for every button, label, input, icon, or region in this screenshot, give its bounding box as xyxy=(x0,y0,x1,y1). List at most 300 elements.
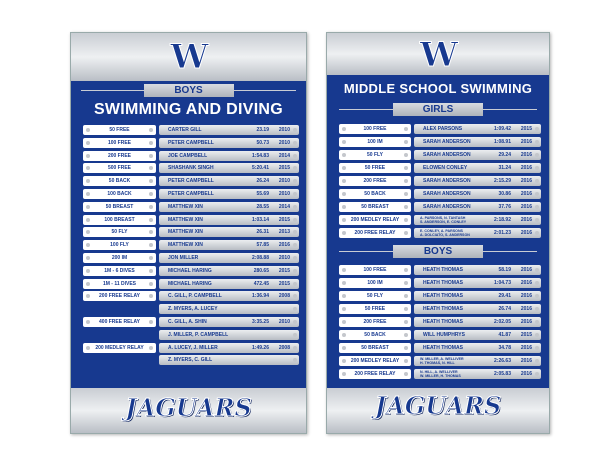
event-label xyxy=(83,215,156,225)
record-plate xyxy=(159,202,299,212)
record-year: 2016 xyxy=(520,345,532,351)
record-row xyxy=(71,138,306,148)
record-year: 2010 xyxy=(278,178,290,185)
record-year: 2013 xyxy=(278,229,290,236)
record-time: 1:03.14 xyxy=(252,216,269,223)
screw-icon xyxy=(86,346,90,350)
screw-icon xyxy=(535,166,539,170)
screw-icon xyxy=(342,359,346,363)
boys-swimming-diving-board xyxy=(70,32,307,434)
record-time: 28.55 xyxy=(256,203,269,210)
record-plate xyxy=(159,227,299,237)
event-label xyxy=(83,317,156,327)
record-holder: SARAH ANDERSON xyxy=(423,191,471,197)
record-plate xyxy=(159,330,299,340)
record-row xyxy=(327,369,549,379)
screw-icon xyxy=(293,218,297,222)
record-holder: A. PARSONS, N. TANTASH S. ANDERSON, E. CONLEY xyxy=(420,215,467,224)
screw-icon xyxy=(535,179,539,183)
record-plate xyxy=(414,304,541,314)
screw-icon xyxy=(535,281,539,285)
screw-icon xyxy=(149,166,153,170)
screw-icon xyxy=(342,153,346,157)
record-row xyxy=(71,343,306,353)
record-row xyxy=(327,330,549,340)
record-time: 2:18.92 xyxy=(494,217,511,223)
record-row xyxy=(71,240,306,250)
event-name: 200 MEDLEY RELAY xyxy=(350,358,400,364)
record-time: 1:04.73 xyxy=(494,280,511,286)
divider xyxy=(226,90,296,91)
record-row xyxy=(71,279,306,289)
record-year: 2016 xyxy=(278,242,290,249)
event-label xyxy=(339,176,411,186)
event-name: 200 MEDLEY RELAY xyxy=(350,217,400,223)
board-title: SWIMMING AND DIVING xyxy=(93,101,284,118)
record-plate xyxy=(414,343,541,353)
middle-school-swimming-board xyxy=(326,32,550,434)
screw-icon xyxy=(86,230,90,234)
record-holder: N. HILL, A. WELLIVER W. MILLER, H. THOMAS xyxy=(420,369,461,378)
screw-icon xyxy=(149,218,153,222)
record-year: 2015 xyxy=(278,216,290,223)
screw-icon xyxy=(293,154,297,158)
event-name: 50 FLY xyxy=(111,229,128,236)
screw-icon xyxy=(342,268,346,272)
screw-icon xyxy=(404,179,408,183)
screw-icon xyxy=(404,231,408,235)
screw-icon xyxy=(86,192,90,196)
record-time: 3:35.25 xyxy=(252,319,269,325)
record-row xyxy=(71,189,306,199)
record-time: 2:15.29 xyxy=(494,178,511,184)
screw-icon xyxy=(342,127,346,131)
event-name: 100 BREAST xyxy=(104,216,135,223)
record-row xyxy=(327,150,549,160)
event-label xyxy=(339,343,411,353)
record-row xyxy=(327,278,549,288)
record-row xyxy=(71,151,306,161)
record-holder: HEATH THOMAS xyxy=(423,280,463,286)
event-name: 100 FREE xyxy=(363,126,387,132)
event-name: 50 FREE xyxy=(364,165,386,171)
screw-icon xyxy=(149,320,153,324)
record-holder: Z. MYERS, A. LUCEY xyxy=(168,306,218,313)
record-time: 472.45 xyxy=(253,280,269,287)
record-time: 57.85 xyxy=(256,242,269,249)
screw-icon xyxy=(86,218,90,222)
screw-icon xyxy=(535,307,539,311)
screw-icon xyxy=(342,320,346,324)
screw-icon xyxy=(404,346,408,350)
screw-icon xyxy=(86,294,90,298)
screw-icon xyxy=(535,218,539,222)
screw-icon xyxy=(342,294,346,298)
screw-icon xyxy=(149,282,153,286)
screw-icon xyxy=(342,179,346,183)
record-time: 26.31 xyxy=(256,229,269,236)
screw-icon xyxy=(342,372,346,376)
record-plate xyxy=(159,215,299,225)
record-holder: MICHAEL HARING xyxy=(168,280,212,287)
divider xyxy=(477,109,537,110)
record-row xyxy=(71,253,306,263)
record-time: 1:09.42 xyxy=(494,126,511,132)
screw-icon xyxy=(149,294,153,298)
record-holder: MICHAEL HARING xyxy=(168,267,212,274)
record-holder: HEATH THOMAS xyxy=(423,293,463,299)
record-time: 2:02.05 xyxy=(494,319,511,325)
record-plate xyxy=(159,317,299,327)
record-time: 37.76 xyxy=(498,204,511,210)
event-name: 200 FREE xyxy=(363,178,387,184)
screw-icon xyxy=(293,294,297,298)
record-plate xyxy=(414,150,541,160)
screw-icon xyxy=(149,230,153,234)
record-holder: PETER CAMPBELL xyxy=(168,139,214,146)
record-row xyxy=(327,265,549,275)
record-time: 5:20.41 xyxy=(252,165,269,172)
record-row xyxy=(71,215,306,225)
record-time: 50.73 xyxy=(256,139,269,146)
screw-icon xyxy=(535,372,539,376)
event-label xyxy=(339,163,411,173)
event-name: 50 BACK xyxy=(108,178,131,185)
record-row xyxy=(327,176,549,186)
boys-banner: BOYS xyxy=(393,245,483,258)
record-time: 2:01.23 xyxy=(494,230,511,236)
record-year: 2016 xyxy=(520,230,532,236)
record-holder: JON MILLER xyxy=(168,255,199,261)
record-plate xyxy=(159,240,299,250)
event-label xyxy=(83,240,156,250)
screw-icon xyxy=(404,205,408,209)
record-plate xyxy=(159,151,299,161)
screw-icon xyxy=(86,205,90,209)
record-year: 2016 xyxy=(520,319,532,325)
record-row xyxy=(71,266,306,276)
event-label xyxy=(83,163,156,173)
screw-icon xyxy=(293,192,297,196)
screw-icon xyxy=(404,153,408,157)
board-title: MIDDLE SCHOOL SWIMMING xyxy=(343,81,533,96)
event-label xyxy=(339,278,411,288)
record-plate xyxy=(414,265,541,275)
record-year: 2016 xyxy=(520,139,532,145)
event-name: 50 BACK xyxy=(364,191,386,197)
record-time: 29.24 xyxy=(498,152,511,158)
record-time: 23.19 xyxy=(256,127,269,133)
screw-icon xyxy=(535,231,539,235)
record-time: 30.86 xyxy=(498,191,511,197)
event-name: 50 FLY xyxy=(367,293,383,299)
event-label xyxy=(339,317,411,327)
record-holder: MATTHEW XIN xyxy=(168,216,203,223)
screw-icon xyxy=(535,153,539,157)
screw-icon xyxy=(404,372,408,376)
screw-icon xyxy=(404,127,408,131)
event-name: 50 BREAST xyxy=(105,203,134,210)
jaguars-logo: JAGUARS xyxy=(374,391,502,420)
screw-icon xyxy=(293,205,297,209)
event-name: 200 FREE RELAY xyxy=(99,293,140,300)
screw-icon xyxy=(342,192,346,196)
screw-icon xyxy=(293,141,297,145)
event-label xyxy=(339,228,411,238)
record-holder: SARAH ANDERSON xyxy=(423,178,471,184)
record-year: 2010 xyxy=(278,127,290,133)
screw-icon xyxy=(404,320,408,324)
record-row xyxy=(327,228,549,238)
event-name: 200 IM xyxy=(111,255,128,261)
screw-icon xyxy=(149,269,153,273)
screw-icon xyxy=(342,140,346,144)
record-plate xyxy=(414,356,541,366)
record-time: 58.19 xyxy=(498,267,511,273)
record-time: 1:54.83 xyxy=(252,152,269,159)
record-plate xyxy=(414,317,541,327)
screw-icon xyxy=(293,358,297,362)
record-time: 280.65 xyxy=(253,267,269,274)
screw-icon xyxy=(149,141,153,145)
record-year: 2016 xyxy=(520,371,532,377)
record-holder: WILL HUMPHRYS xyxy=(423,332,465,338)
record-plate xyxy=(159,266,299,276)
record-plate xyxy=(414,189,541,199)
screw-icon xyxy=(86,243,90,247)
screw-icon xyxy=(404,218,408,222)
screw-icon xyxy=(535,205,539,209)
record-row xyxy=(71,317,306,327)
record-plate xyxy=(414,369,541,379)
screw-icon xyxy=(404,333,408,337)
record-year: 2015 xyxy=(520,332,532,338)
event-name: 100 IM xyxy=(367,280,383,286)
screw-icon xyxy=(404,268,408,272)
screw-icon xyxy=(535,294,539,298)
record-holder: ELOWEN CONLEY xyxy=(423,165,468,171)
screw-icon xyxy=(404,359,408,363)
event-name: 200 MEDLEY RELAY xyxy=(95,344,144,351)
record-row xyxy=(327,317,549,327)
event-name: 100 IM xyxy=(367,139,383,145)
record-row xyxy=(327,137,549,147)
record-holder: J. MILLER, P. CAMPBELL xyxy=(168,331,229,338)
record-row xyxy=(327,189,549,199)
event-label xyxy=(339,304,411,314)
screw-icon xyxy=(342,231,346,235)
screw-icon xyxy=(535,192,539,196)
screw-icon xyxy=(293,128,297,132)
divider xyxy=(81,90,151,91)
record-year: 2010 xyxy=(278,191,290,197)
event-name: 200 FREE RELAY xyxy=(354,230,396,236)
record-plate xyxy=(159,125,299,135)
record-row xyxy=(327,343,549,353)
record-plate xyxy=(414,228,541,238)
record-holder: A. LUCEY, J. MILLER xyxy=(168,344,218,351)
screw-icon xyxy=(86,154,90,158)
record-plate xyxy=(414,124,541,134)
screw-icon xyxy=(535,346,539,350)
record-holder: HEATH THOMAS xyxy=(423,267,463,273)
record-year: 2014 xyxy=(278,152,290,159)
record-row xyxy=(71,355,306,365)
event-label xyxy=(83,253,156,263)
screw-icon xyxy=(342,218,346,222)
screw-icon xyxy=(404,281,408,285)
screw-icon xyxy=(149,192,153,196)
screw-icon xyxy=(342,307,346,311)
record-plate xyxy=(414,278,541,288)
screw-icon xyxy=(293,166,297,170)
record-holder: MATTHEW XIN xyxy=(168,229,203,236)
event-name: 1M - 6 DIVES xyxy=(104,267,135,274)
record-holder: MATTHEW XIN xyxy=(168,242,203,249)
record-plate xyxy=(159,355,299,365)
record-row xyxy=(71,202,306,212)
record-year: 2015 xyxy=(520,126,532,132)
record-year: 2016 xyxy=(520,358,532,364)
screw-icon xyxy=(404,140,408,144)
event-label xyxy=(339,291,411,301)
record-time: 29.41 xyxy=(498,293,511,299)
record-holder: Z. MYERS, C. GILL xyxy=(168,357,213,364)
screw-icon xyxy=(293,243,297,247)
record-row xyxy=(327,304,549,314)
event-label xyxy=(339,369,411,379)
event-label xyxy=(83,279,156,289)
screw-icon xyxy=(293,230,297,234)
screw-icon xyxy=(293,269,297,273)
record-row xyxy=(327,163,549,173)
event-label xyxy=(83,189,156,199)
record-year: 2010 xyxy=(278,319,290,325)
screw-icon xyxy=(86,166,90,170)
record-holder: JOE CAMPBELL xyxy=(168,152,208,159)
record-year: 2016 xyxy=(520,178,532,184)
record-holder: C. GILL, P. CAMPBELL xyxy=(168,293,222,300)
record-time: 1:36.94 xyxy=(252,293,269,300)
screw-icon xyxy=(293,346,297,350)
event-label xyxy=(83,202,156,212)
screw-icon xyxy=(86,282,90,286)
divider xyxy=(339,109,399,110)
record-holder: MATTHEW XIN xyxy=(168,203,203,210)
record-holder: PETER CAMPBELL xyxy=(168,191,214,197)
event-label xyxy=(339,189,411,199)
record-row xyxy=(327,356,549,366)
event-name: 50 BACK xyxy=(364,332,386,338)
record-year: 2016 xyxy=(520,217,532,223)
screw-icon xyxy=(149,154,153,158)
screw-icon xyxy=(86,320,90,324)
record-row xyxy=(327,215,549,225)
event-label xyxy=(83,176,156,186)
record-year: 2016 xyxy=(520,306,532,312)
event-label xyxy=(83,291,156,301)
screw-icon xyxy=(149,346,153,350)
record-year: 2015 xyxy=(278,267,290,274)
record-holder: CARTER GILL xyxy=(168,127,202,133)
screw-icon xyxy=(404,166,408,170)
screw-icon xyxy=(293,333,297,337)
record-row xyxy=(71,163,306,173)
screw-icon xyxy=(149,179,153,183)
record-plate xyxy=(414,202,541,212)
record-row xyxy=(71,330,306,340)
record-holder: SARAH ANDERSON xyxy=(423,139,471,145)
event-name: 400 FREE RELAY xyxy=(99,319,140,325)
record-plate xyxy=(159,189,299,199)
screw-icon xyxy=(342,205,346,209)
record-plate xyxy=(159,304,299,314)
screw-icon xyxy=(293,179,297,183)
event-name: 50 FLY xyxy=(367,152,383,158)
record-plate xyxy=(159,138,299,148)
record-time: 26.24 xyxy=(256,178,269,185)
event-name: 100 FREE xyxy=(363,267,387,273)
screw-icon xyxy=(149,205,153,209)
record-year: 2015 xyxy=(278,280,290,287)
record-holder: C. GILL, A. SHIN xyxy=(168,319,207,325)
screw-icon xyxy=(149,256,153,260)
record-plate xyxy=(414,291,541,301)
screw-icon xyxy=(149,128,153,132)
screw-icon xyxy=(293,307,297,311)
record-holder: SARAH ANDERSON xyxy=(423,152,471,158)
boys-banner: BOYS xyxy=(144,84,234,97)
record-year: 2010 xyxy=(278,139,290,146)
event-label xyxy=(339,202,411,212)
record-plate xyxy=(159,176,299,186)
event-label xyxy=(339,356,411,366)
record-year: 2008 xyxy=(278,293,290,300)
record-row xyxy=(327,291,549,301)
event-label xyxy=(83,343,156,353)
screw-icon xyxy=(149,243,153,247)
record-year: 2010 xyxy=(278,255,290,261)
screw-icon xyxy=(86,141,90,145)
screw-icon xyxy=(404,307,408,311)
event-label xyxy=(83,125,156,135)
record-plate xyxy=(159,253,299,263)
record-plate xyxy=(159,163,299,173)
record-holder: SHASHANK SINGH xyxy=(168,165,214,172)
screw-icon xyxy=(86,179,90,183)
record-time: 31.24 xyxy=(498,165,511,171)
record-row xyxy=(327,202,549,212)
screw-icon xyxy=(86,269,90,273)
record-time: 41.87 xyxy=(498,332,511,338)
record-year: 2014 xyxy=(278,203,290,210)
screw-icon xyxy=(293,256,297,260)
record-plate xyxy=(159,343,299,353)
divider xyxy=(477,251,537,252)
event-name: 50 BREAST xyxy=(361,345,389,351)
event-name: 100 BACK xyxy=(107,191,132,197)
screw-icon xyxy=(535,320,539,324)
record-plate xyxy=(414,330,541,340)
record-plate xyxy=(159,291,299,301)
event-name: 50 FREE xyxy=(364,306,386,312)
screw-icon xyxy=(535,127,539,131)
screw-icon xyxy=(86,256,90,260)
event-name: 50 BREAST xyxy=(361,204,389,210)
event-label xyxy=(339,265,411,275)
screw-icon xyxy=(342,333,346,337)
record-holder: HEATH THOMAS xyxy=(423,306,463,312)
